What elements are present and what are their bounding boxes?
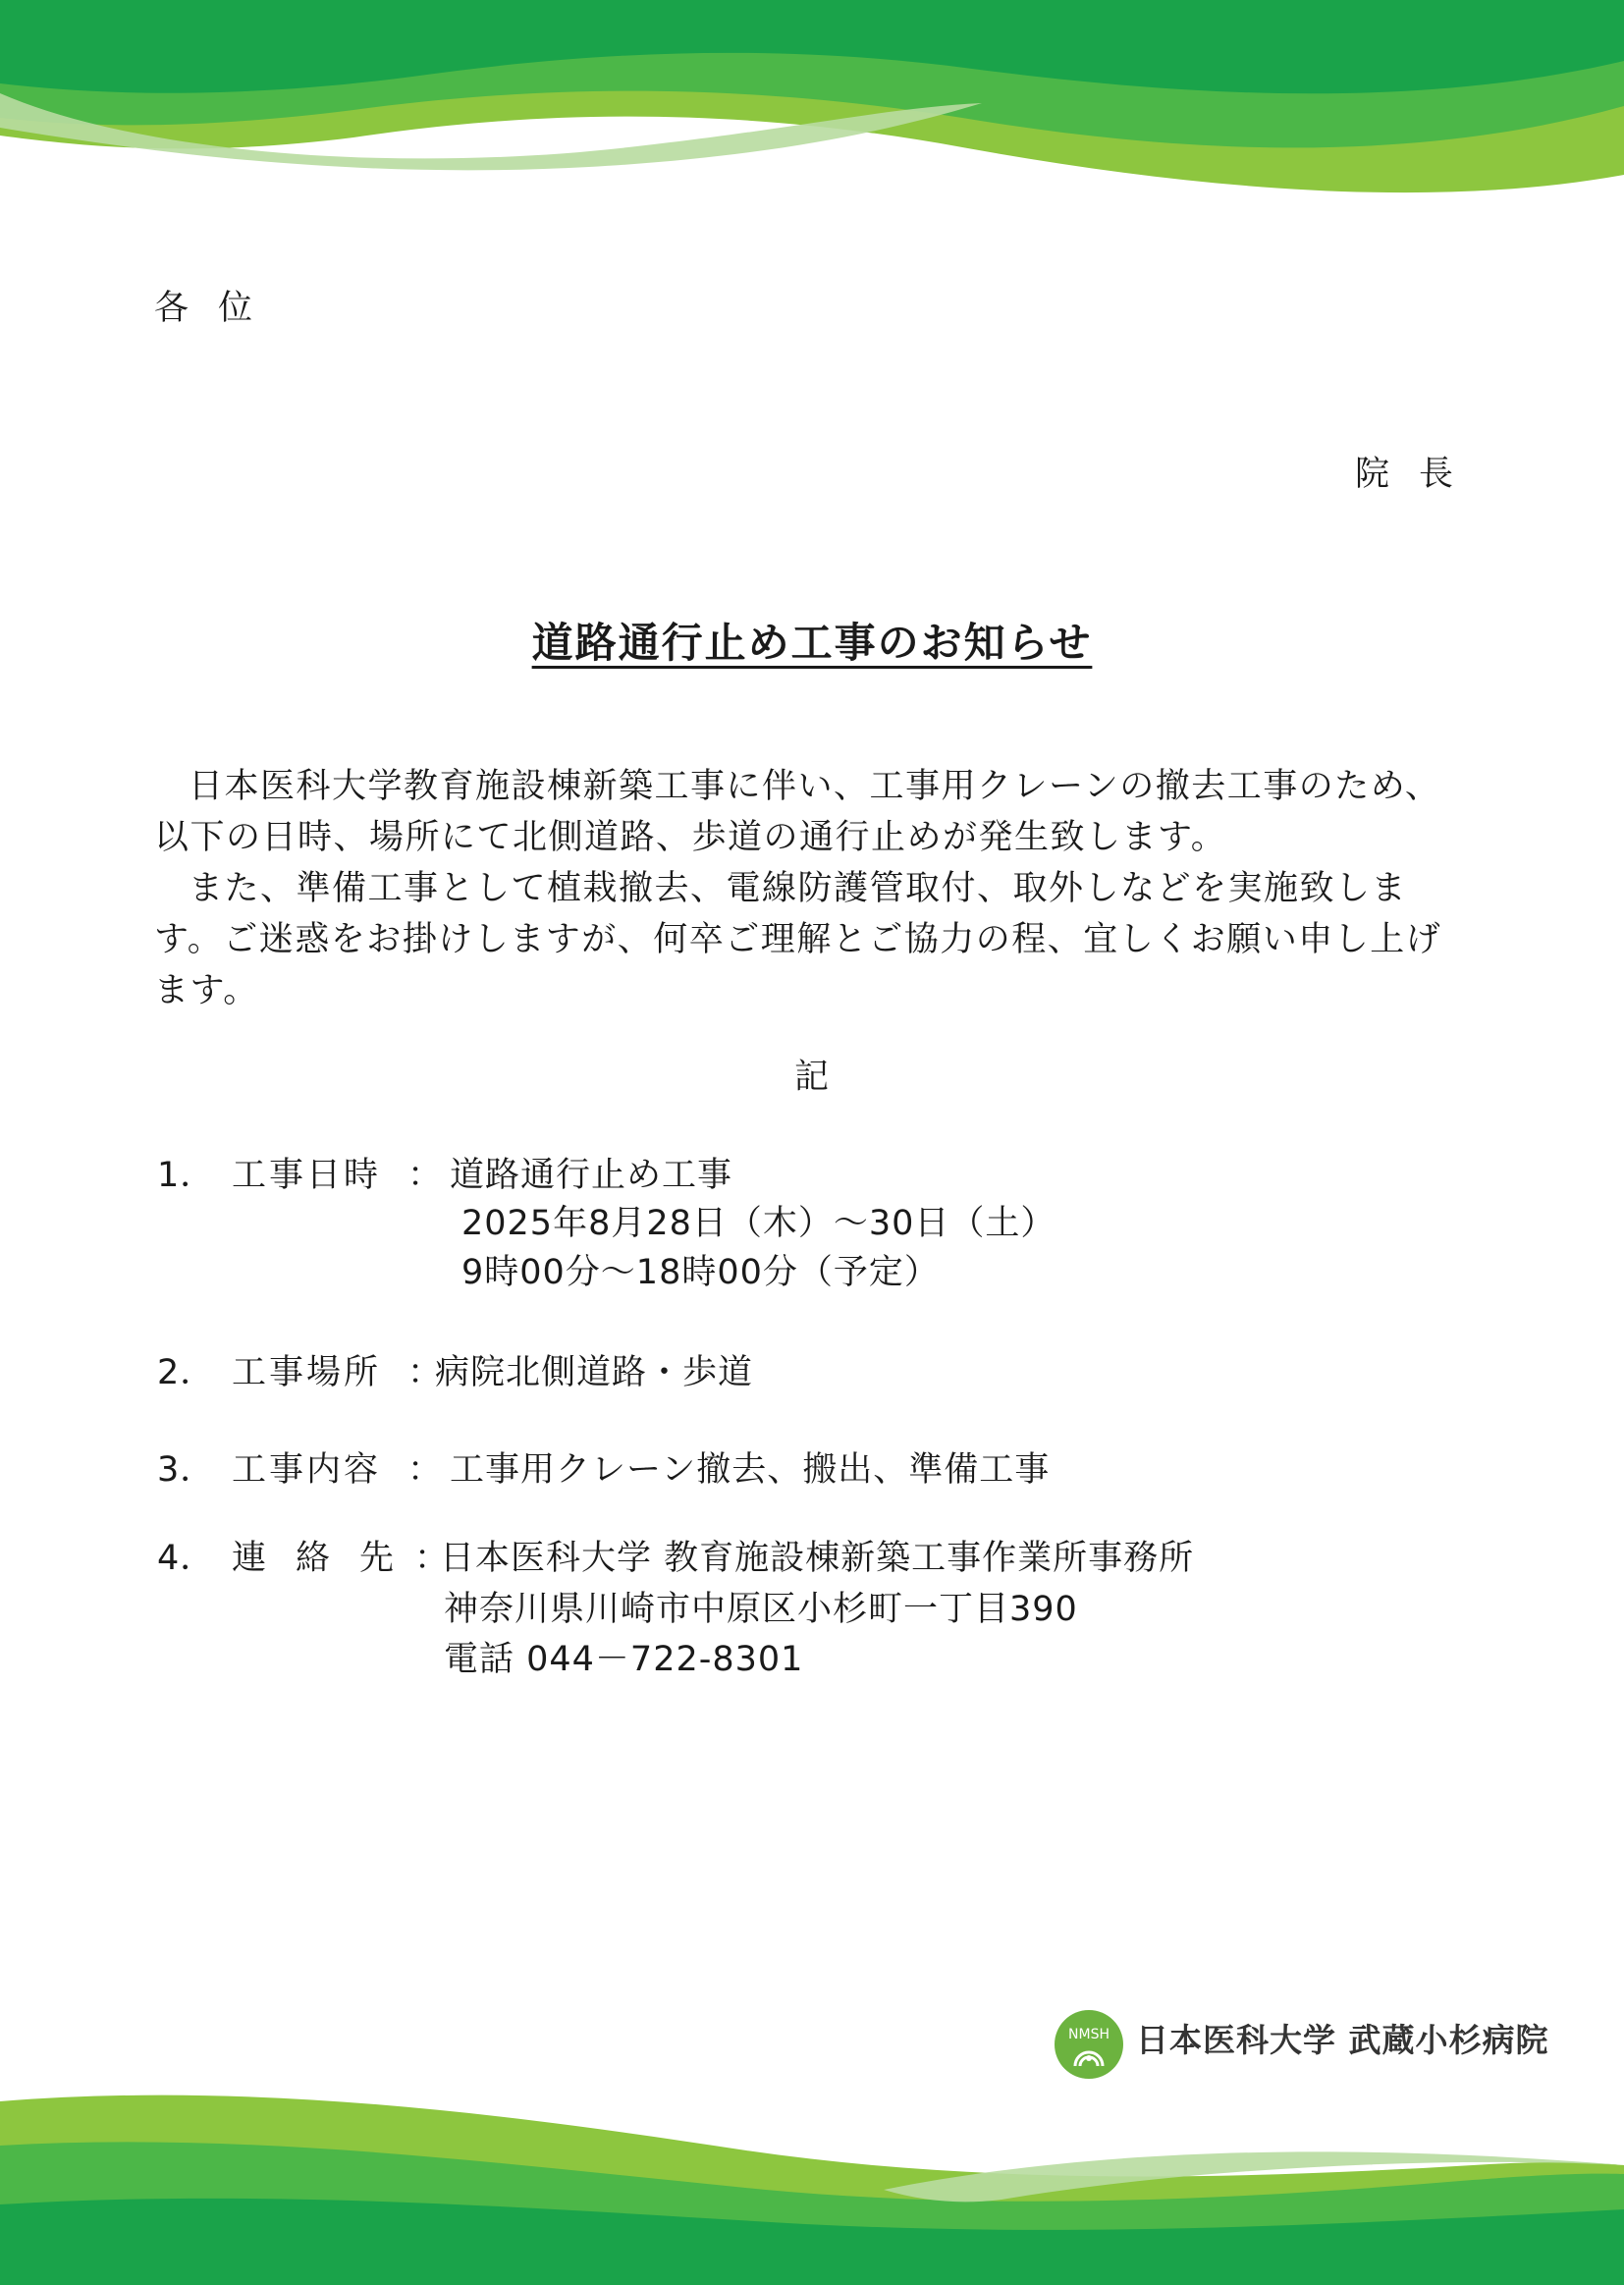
- item-3-label: 工事内容: [232, 1450, 382, 1490]
- item-1-colon: ：: [407, 1156, 444, 1195]
- ki-heading: 記: [793, 1058, 830, 1097]
- body-paragraph-2: また、準備工事として植栽撤去、電線防護管取付、取外しなどを実施致します。ご迷惑をお掛けしますが、何卒ご理解とご協力の程、宜しくお願い申し上げます。: [154, 869, 1442, 1010]
- item-1-line-3: 9時00分～18時00分（予定）: [461, 1253, 940, 1292]
- page-title: [0, 619, 1624, 667]
- item-2-label: 工事場所: [232, 1353, 382, 1392]
- item-2-line-1: 病院北側道路・歩道: [435, 1353, 754, 1392]
- item-4-number: 4．: [157, 1539, 216, 1578]
- item-2-colon: ：: [407, 1353, 444, 1392]
- nmsh-logo-icon: [1054, 2009, 1124, 2080]
- item-4-label: 連絡先: [232, 1539, 424, 1578]
- footer-wave-decoration: [0, 2072, 1624, 2285]
- title-text: 道路通行止め工事のお知らせ: [531, 619, 1093, 667]
- hospital-name: 日本医科大学 武蔵小杉病院: [1136, 2021, 1549, 2059]
- item-1-label: 工事日時: [232, 1156, 382, 1195]
- addressee: 各位: [154, 289, 283, 328]
- body-text: [154, 761, 1450, 1016]
- item-1-line-2: 2025年8月28日（木）～30日（土）: [461, 1204, 1056, 1243]
- item-1-line-1: 道路通行止め工事: [450, 1156, 733, 1195]
- item-1-number: 1．: [157, 1156, 216, 1195]
- body-paragraph-1: 日本医科大学教育施設棟新築工事に伴い、工事用クレーンの撤去工事のため、以下の日時、場所にて北側道路、歩道の通行止めが発生致します。: [154, 767, 1441, 857]
- item-4-colon: ：: [414, 1539, 451, 1578]
- item-4-line-2: 神奈川県川崎市中原区小杉町一丁目390: [444, 1590, 1078, 1629]
- sender: 院長: [1355, 455, 1484, 494]
- item-4-line-1: 日本医科大学 教育施設棟新築工事作業所事務所: [440, 1539, 1195, 1578]
- item-3-line-1: 工事用クレーン撤去、搬出、準備工事: [450, 1450, 1051, 1490]
- item-2-number: 2．: [157, 1353, 216, 1392]
- item-4-line-3: 電話 044－722-8301: [444, 1640, 804, 1679]
- svg-text:NMSH: NMSH: [1068, 2027, 1110, 2042]
- header-wave-decoration: [0, 0, 1624, 206]
- item-3-colon: ：: [407, 1450, 444, 1490]
- item-3-number: 3．: [157, 1450, 216, 1490]
